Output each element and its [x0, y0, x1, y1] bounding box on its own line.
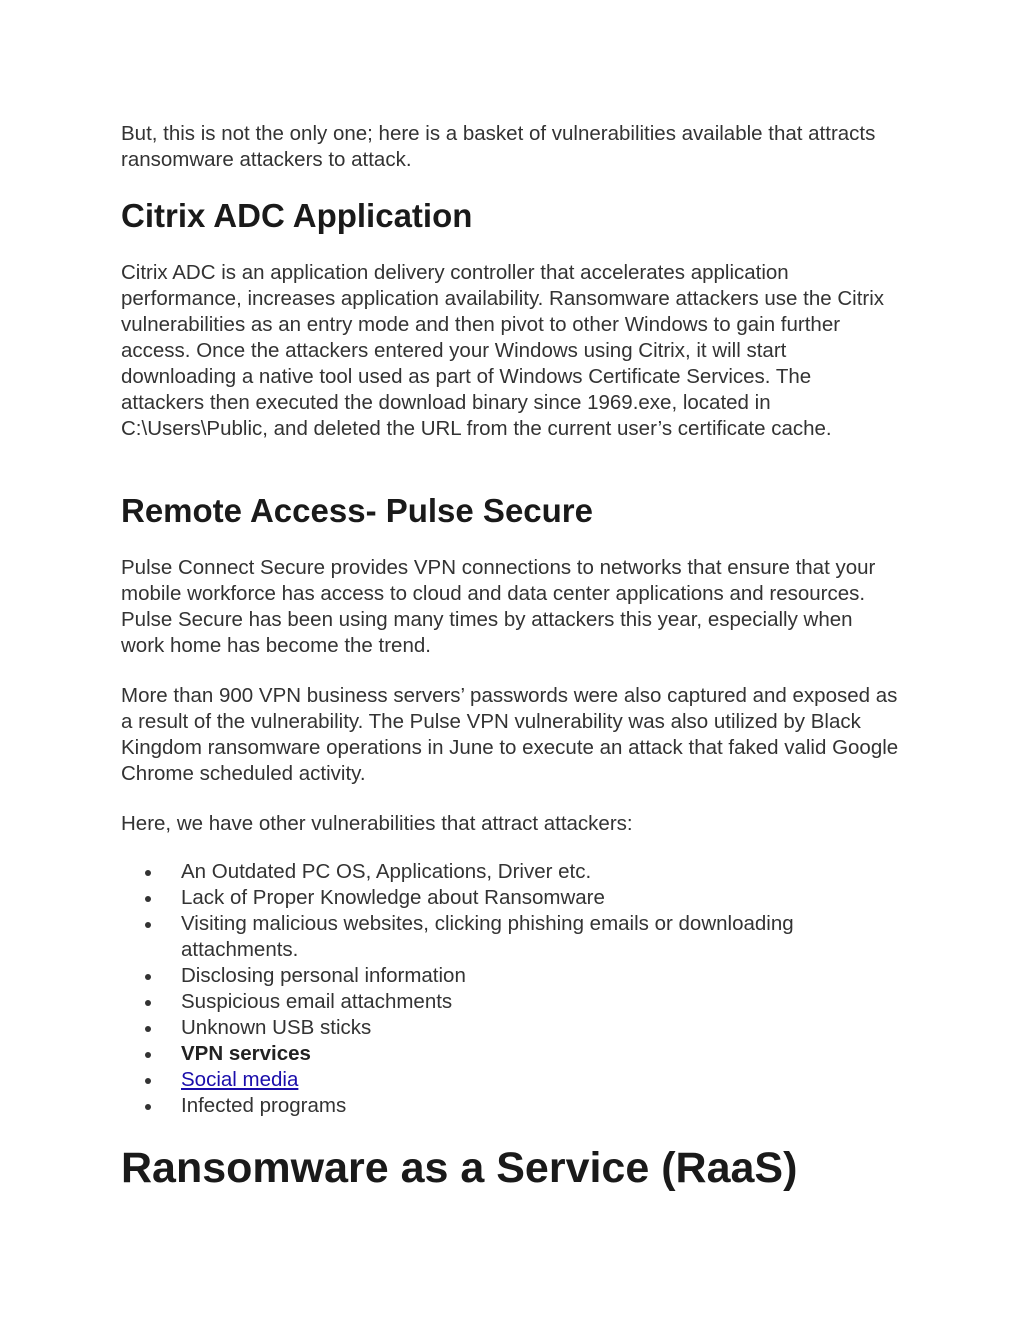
heading-pulse-secure: Remote Access- Pulse Secure: [121, 492, 594, 529]
citrix-paragraph: Citrix ADC is an application delivery controller that accelerates application performance, increases application availability. Ransomware attackers use the Citrix vulnerabilities as an entry mode and then pivot to other Windows to gain further access. Once the attackers entered your Windows using Citrix, it will start downloading a native tool used as part of Windows Certificate Services. The attackers then executed the download binary since 1969.exe, located in C:\Users\Public, and deleted the URL from the current user’s certificate cache.: [121, 261, 885, 440]
social-media-link[interactable]: Social media: [181, 1068, 299, 1091]
pulse-paragraph-1: Pulse Connect Secure provides VPN connections to networks that ensure that your mobile workforce has access to cloud and data center applications and resources. Pulse Secure has been using many times by attackers this year, especially when work home has become the trend.: [121, 556, 876, 657]
list-item: [121, 1015, 901, 1041]
bullet-icon: [145, 974, 151, 980]
bullet-icon: [145, 1104, 151, 1110]
list-item-text: Disclosing personal information: [181, 964, 466, 987]
list-item: [121, 1067, 901, 1093]
pulse-paragraph-3: Here, we have other vulnerabilities that attract attackers:: [121, 812, 633, 835]
list-item: [121, 1041, 901, 1067]
bullet-icon: [145, 870, 151, 876]
list-item-text: Lack of Proper Knowledge about Ransomware: [181, 886, 605, 909]
list-item: [121, 963, 901, 989]
bullet-icon: [145, 922, 151, 928]
vulnerability-list: [121, 859, 901, 1119]
list-item: [121, 1093, 901, 1119]
heading-raas: Ransomware as a Service (RaaS): [121, 1144, 798, 1192]
bullet-icon: [145, 1052, 151, 1058]
intro-paragraph: But, this is not the only one; here is a basket of vulnerabilities available that attracts ransomware attackers to attack.: [121, 122, 876, 171]
list-item: [121, 911, 901, 963]
heading-citrix: Citrix ADC Application: [121, 197, 473, 234]
list-item: [121, 989, 901, 1015]
bullet-icon: [145, 1000, 151, 1006]
bullet-icon: [145, 1026, 151, 1032]
list-item-text: Visiting malicious websites, clicking phishing emails or downloading attachments.: [181, 912, 794, 961]
list-item-text: Unknown USB sticks: [181, 1016, 372, 1039]
list-item-text: Infected programs: [181, 1094, 347, 1117]
bullet-icon: [145, 1078, 151, 1084]
list-item-text-bold: VPN services: [181, 1042, 311, 1065]
bullet-icon: [145, 896, 151, 902]
list-item-text: An Outdated PC OS, Applications, Driver etc.: [181, 860, 592, 883]
pulse-paragraph-2: More than 900 VPN business servers’ passwords were also captured and exposed as a result of the vulnerability. The Pulse VPN vulnerability was also utilized by Black Kingdom ransomware operations in June to execute an attack that faked valid Google Chrome scheduled activity.: [121, 684, 899, 785]
list-item: [121, 859, 901, 885]
list-item: [121, 885, 901, 911]
list-item-text: Suspicious email attachments: [181, 990, 453, 1013]
